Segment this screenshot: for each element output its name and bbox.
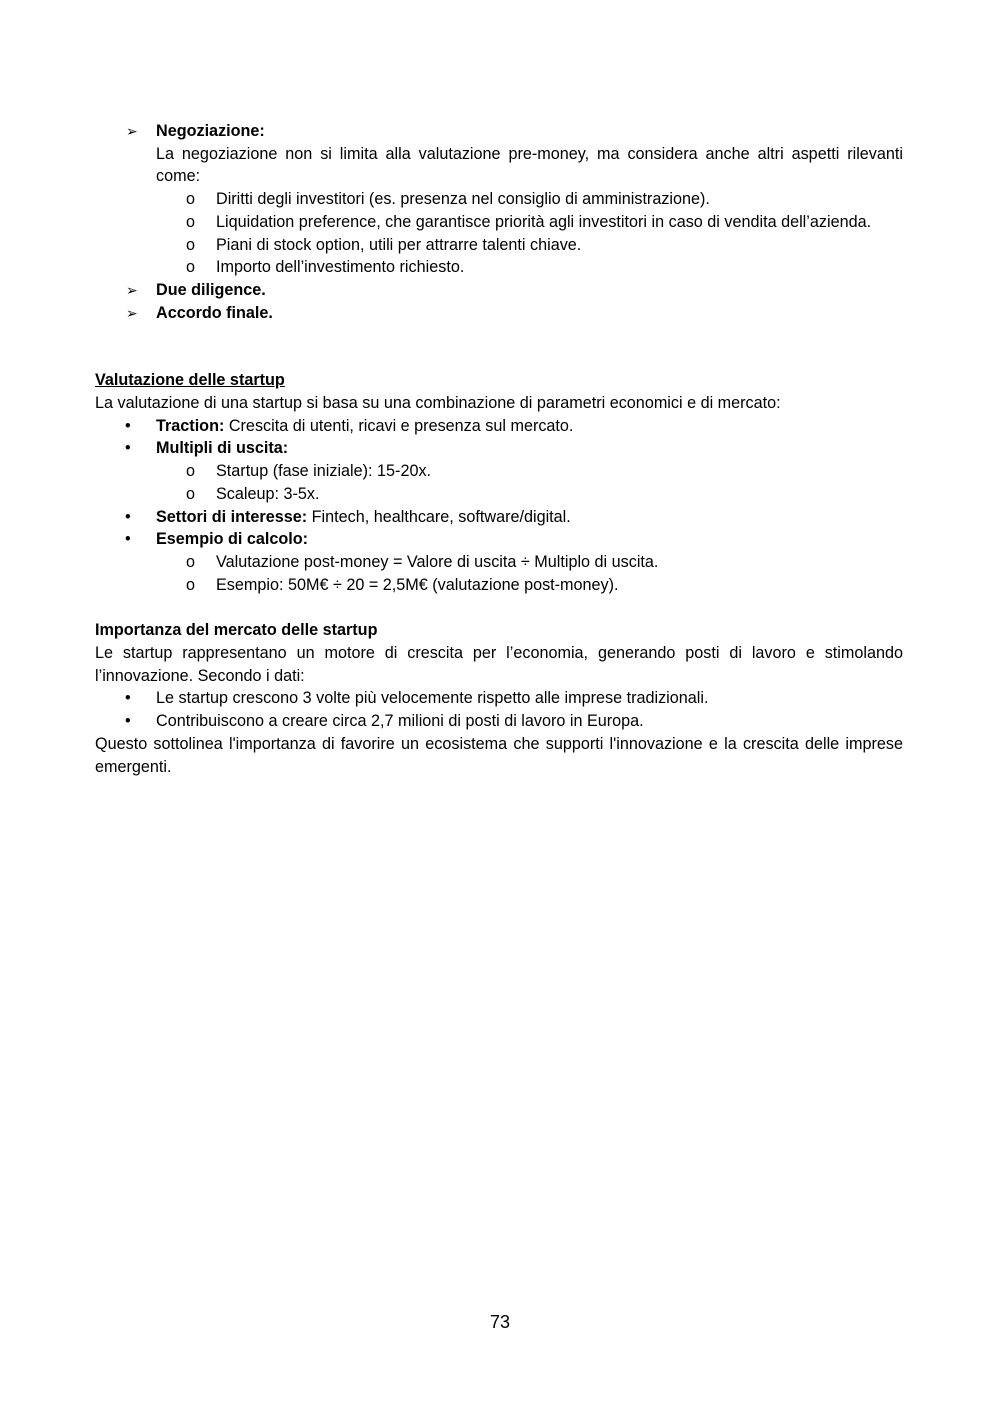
negotiation-subitem-text: Diritti degli investitori (es. presenza nel consiglio di amministrazione).: [216, 190, 710, 209]
due-diligence-item: [95, 279, 903, 302]
circle-bullet-icon: o: [186, 462, 196, 481]
page-number: 73: [489, 1312, 511, 1332]
negotiation-item: [95, 120, 903, 188]
traction-text: Crescita di utenti, ricavi e presenza sul mercato.: [224, 416, 574, 435]
importance-item: [95, 687, 903, 710]
valuation-intro: La valutazione di una startup si basa su una combinazione di parametri economici e di mercato:: [95, 394, 781, 413]
multiples-subitem: [95, 460, 903, 483]
negotiation-title: Negoziazione:: [156, 122, 265, 140]
negotiation-intro: La negoziazione non si limita alla valutazione pre-money, ma considera anche altri aspetti rilevanti come:: [156, 144, 903, 186]
section-spacer: [95, 324, 903, 369]
bullet-icon: •: [125, 689, 131, 708]
importance-item: [95, 710, 903, 733]
example-label: Esempio di calcolo:: [156, 530, 309, 549]
negotiation-subitem: [95, 234, 903, 257]
due-diligence-label: Due diligence.: [156, 280, 266, 299]
negotiation-subitem: [95, 188, 903, 211]
final-agreement-item: [95, 302, 903, 325]
negotiation-subitem: [95, 256, 903, 279]
circle-bullet-icon: o: [186, 552, 196, 571]
circle-bullet-icon: o: [186, 235, 196, 254]
section-spacer: [95, 596, 903, 619]
sectors-item: [95, 506, 903, 529]
circle-bullet-icon: o: [186, 258, 196, 277]
arrow-bullet-icon: ➢: [126, 304, 138, 321]
importance-item-text: Le startup crescono 3 volte più velocemente rispetto alle imprese tradizionali.: [156, 689, 709, 708]
valuation-heading: Valutazione delle startup: [95, 371, 285, 390]
sectors-label: Settori di interesse:: [156, 507, 308, 526]
multiples-label: Multipli di uscita:: [156, 439, 289, 458]
circle-bullet-icon: o: [186, 212, 196, 231]
bullet-icon: •: [125, 439, 131, 458]
circle-bullet-icon: o: [186, 484, 196, 503]
importance-item-text: Contribuiscono a creare circa 2,7 milioni di posti di lavoro in Europa.: [156, 712, 644, 731]
importance-intro: Le startup rappresentano un motore di crescita per l’economia, generando posti di lavoro e stimolando l’innovazione. Secondo i dati:: [95, 644, 903, 685]
bullet-icon: •: [125, 712, 131, 731]
negotiation-subitem-text: Liquidation preference, che garantisce priorità agli investitori in caso di vendita dell’azienda.: [216, 212, 872, 231]
importance-heading: Importanza del mercato delle startup: [95, 621, 378, 640]
page-content: [95, 120, 903, 778]
example-subitem: [95, 551, 903, 574]
negotiation-subitem-text: Importo dell’investimento richiesto.: [216, 258, 465, 277]
negotiation-subitem-text: Piani di stock option, utili per attrarre talenti chiave.: [216, 235, 582, 254]
circle-bullet-icon: o: [186, 190, 196, 209]
example-subitem-text: Valutazione post-money = Valore di uscita ÷ Multiplo di uscita.: [216, 552, 659, 571]
multiples-subitem: [95, 483, 903, 506]
traction-item: [95, 415, 903, 438]
bullet-icon: •: [125, 530, 131, 549]
multiples-subitem-text: Startup (fase iniziale): 15-20x.: [216, 462, 432, 481]
traction-label: Traction:: [156, 416, 225, 435]
multiples-subitem-text: Scaleup: 3-5x.: [216, 484, 320, 503]
arrow-bullet-icon: ➢: [126, 123, 138, 139]
bullet-icon: •: [125, 507, 131, 526]
example-subitem-text: Esempio: 50M€ ÷ 20 = 2,5M€ (valutazione post-money).: [216, 575, 619, 594]
sectors-text: Fintech, healthcare, software/digital.: [307, 507, 571, 526]
bullet-icon: •: [125, 416, 131, 435]
circle-bullet-icon: o: [186, 575, 196, 594]
negotiation-subitem: [95, 211, 903, 234]
arrow-bullet-icon: ➢: [126, 281, 138, 298]
final-agreement-label: Accordo finale.: [156, 303, 273, 322]
example-subitem: [95, 574, 903, 597]
multiples-item: [95, 437, 903, 460]
example-item: [95, 528, 903, 551]
importance-conclusion: Questo sottolinea l'importanza di favorire un ecosistema che supporti l'innovazione e la crescita delle imprese emergenti.: [95, 734, 903, 776]
